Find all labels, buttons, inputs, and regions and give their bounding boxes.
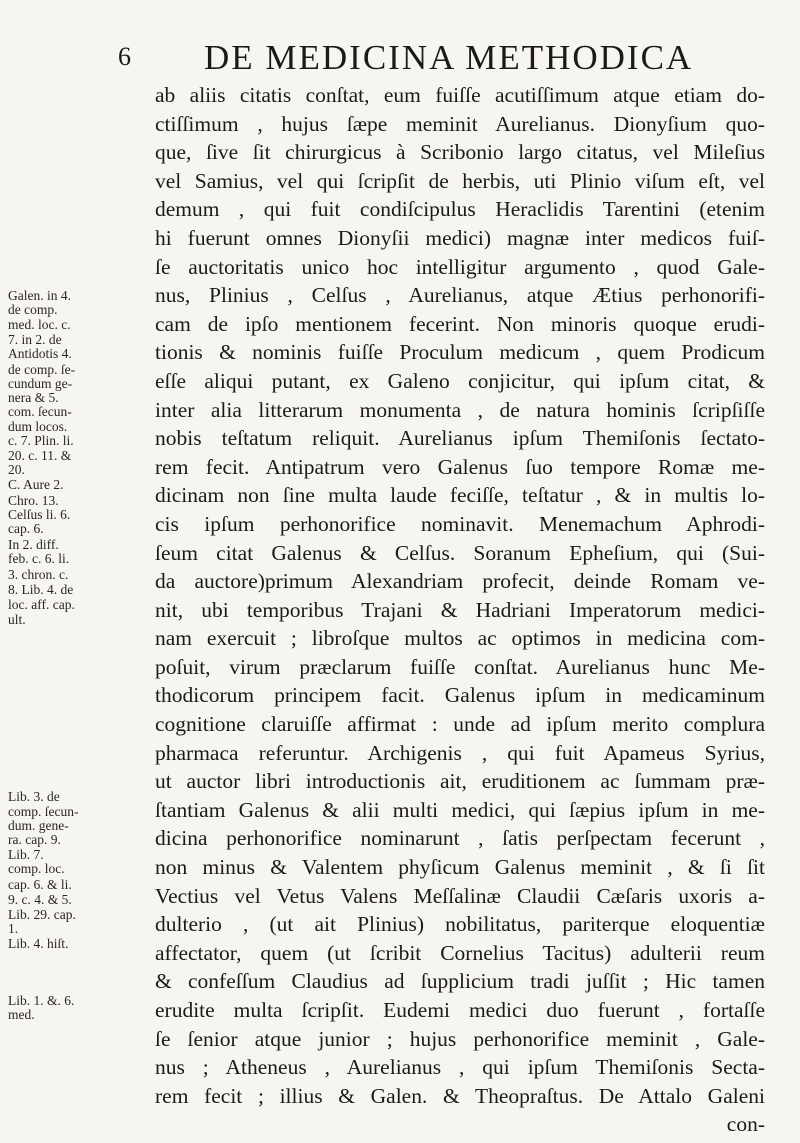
margin-note: ra. cap. 9. — [8, 832, 61, 847]
running-head: DE MEDICINA METHODICA — [204, 38, 694, 77]
margin-note: c. 7. Plin. li. — [8, 433, 74, 448]
margin-note: cundum ge- — [8, 376, 73, 391]
text-line: da auctore)primum Alexandriam profecit, deinde Romam ve- — [155, 569, 765, 594]
margin-note: dum locos. — [8, 419, 68, 434]
text-line: erudite multa ſcripſit. Eudemi medici duo fuerunt , fortaſſe — [155, 998, 765, 1022]
text-line: ſe auctoritatis unico hoc intelligitur argumento , quod Gale- — [155, 254, 765, 279]
margin-note: Galen. in 4. — [8, 288, 71, 303]
text-line: cam de ipſo mentionem fecerint. Non minoris quoque erudi- — [155, 311, 765, 336]
text-line: ut auctor libri introductionis ait, eruditionem ac ſummam præ- — [155, 769, 765, 794]
margin-note: nera & 5. — [8, 390, 59, 405]
margin-note: Chro. 13. — [8, 493, 59, 508]
margin-note: 9. c. 4. & 5. — [8, 892, 72, 907]
margin-note: Lib. 7. — [8, 847, 44, 862]
text-line: ſe ſenior atque junior ; hujus perhonorifice meminit , Gale- — [155, 1026, 765, 1051]
text-line: nobis teſtatum reliquit. Aurelianus ipſum Themiſonis ſectato- — [155, 426, 765, 451]
text-line: que, ſive ſit chirurgicus à Scribonio largo citatus, vel Mileſius — [155, 140, 765, 165]
margin-note: 3. chron. c. — [8, 567, 69, 582]
margin-note: comp. loc. — [8, 861, 65, 876]
text-line: ſtantiam Galenus & alii multi medici, qui ſæpius ipſum in me- — [155, 797, 765, 822]
text-line: nit, ubi temporibus Trajani & Hadriani Imperatorum medici- — [155, 597, 765, 622]
margin-note: In 2. diff. — [8, 537, 59, 552]
margin-note: 20. c. 11. & — [8, 448, 72, 463]
margin-note: dum. gene- — [8, 818, 69, 833]
page-header — [0, 36, 800, 76]
text-line: inter alia litterarum monumenta , de natura hominis ſcripſiſſe — [155, 397, 765, 422]
margin-note: ult. — [8, 612, 26, 627]
margin-note: Celſus li. 6. — [8, 507, 71, 522]
text-line: Vectius vel Vetus Valens Meſſalinæ Claudii Cæſaris uxoris a- — [155, 883, 765, 908]
margin-note: Lib. 29. cap. — [8, 907, 76, 922]
text-line: ab aliis citatis conſtat, eum fuiſſe acutiſſimum atque etiam do- — [155, 83, 765, 107]
margin-note: 8. Lib. 4. de — [8, 582, 74, 597]
text-line: demum , qui fuit condiſcipulus Heraclidis Tarentini (etenim — [155, 197, 765, 222]
margin-note: C. Aure 2. — [8, 477, 64, 492]
margin-note: Lib. 4. hiſt. — [8, 936, 69, 951]
text-line: dulterio , (ut ait Plinius) nobilitatus, pariterque eloquentiæ — [155, 912, 765, 937]
text-line: ctiſſimum , hujus ſæpe meminit Aurelianus. Dionyſium quo- — [155, 111, 765, 136]
text-line: poſuit, virum præclarum fuiſſe conſtat. Aurelianus hunc Me- — [155, 654, 765, 679]
margin-note: comp. ſecun- — [8, 804, 79, 819]
margin-note: 1. — [8, 921, 19, 936]
text-line: rem fecit ; illius & Galen. & Theopraſtus. De Attalo Galeni — [155, 1083, 765, 1108]
main-text-column — [155, 81, 765, 1139]
text-line: pharmaca referuntur. Archigenis , qui fuit Apameus Syrius, — [155, 740, 765, 765]
text-line: tionis & nominis fuiſſe Proculum medicum , quem Prodicum — [155, 340, 765, 365]
margin-note: 20. — [8, 462, 25, 477]
margin-note: med. loc. c. — [8, 317, 71, 332]
margin-note: loc. aff. cap. — [8, 597, 75, 612]
text-line: affectator, quem (ut ſcribit Cornelius Tacitus) adulterii reum — [155, 940, 765, 965]
margin-note: de comp. — [8, 302, 58, 317]
text-line: non minus & Valentem phyſicum Galenus meminit , & ſi ſit — [155, 855, 765, 880]
margin-note: Antidotis 4. — [8, 346, 72, 361]
margin-note: med. — [8, 1007, 35, 1022]
text-line: vel Samius, vel qui ſcripſit de herbis, uti Plinio viſum eſt, vel — [155, 168, 765, 193]
text-line: hi fuerunt omnes Dionyſii medici) magnæ inter medicos fuiſ- — [155, 225, 765, 250]
text-line: thodicorum principem facit. Galenus ipſum in medicaminum — [155, 683, 765, 708]
text-line: eſſe aliqui putant, ex Galeno conjicitur, qui ipſum citat, & — [155, 368, 765, 393]
text-line: rem fecit. Antipatrum vero Galenus ſuo tempore Romæ me- — [155, 454, 765, 479]
margin-note: de comp. ſe- — [8, 362, 76, 377]
margin-note: com. ſecun- — [8, 404, 72, 419]
text-line: cognitione claruiſſe affirmat : unde ad ipſum merito complura — [155, 712, 765, 737]
text-line: dicinam non ſine multa laude feciſſe, teſtatur , & in multis lo- — [155, 483, 765, 508]
text-line: & confeſſum Claudius ad ſupplicium tradi juſſit ; Hic tamen — [155, 969, 765, 994]
margin-note: Lib. 3. de — [8, 789, 60, 804]
margin-note: Lib. 1. &. 6. — [8, 993, 75, 1008]
margin-note: feb. c. 6. li. — [8, 551, 70, 566]
margin-note: cap. 6. — [8, 521, 44, 536]
text-line: nus ; Atheneus , Aurelianus , qui ipſum Themiſonis Secta- — [155, 1055, 765, 1080]
text-line: con- — [726, 1112, 765, 1137]
text-line: nam exercuit ; libroſque multos ac optimos in medicina com- — [155, 626, 765, 651]
text-line: ſeum citat Galenus & Celſus. Soranum Epheſium, qui (Sui- — [155, 540, 765, 565]
text-line: cis ipſum perhonorifice nominavit. Menemachum Aphrodi- — [155, 511, 765, 536]
text-line: dicina perhonorifice nominarunt , ſatis perſpectam fecerunt , — [155, 826, 765, 851]
margin-note: 7. in 2. de — [8, 332, 62, 347]
page-number: 6 — [118, 42, 131, 71]
text-line: nus, Plinius , Celſus , Aurelianus, atque Ætius perhonorifi- — [155, 283, 765, 308]
margin-note: cap. 6. & li. — [8, 877, 72, 892]
